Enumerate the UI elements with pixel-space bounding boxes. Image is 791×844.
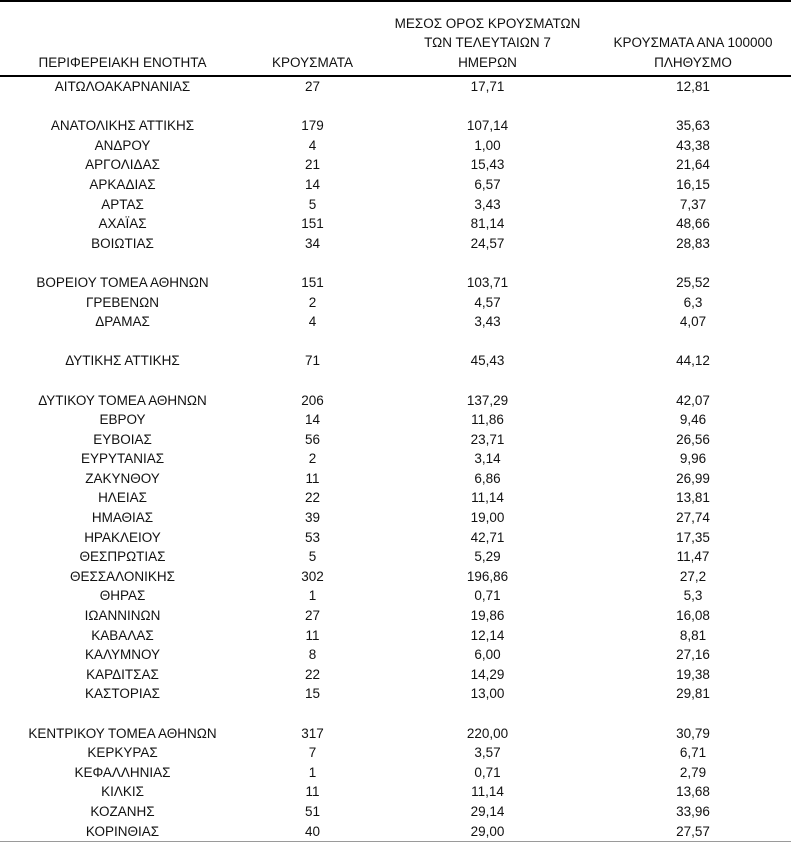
cell-cases: 11 xyxy=(305,627,320,643)
cell-cases: 39 xyxy=(304,510,321,526)
cell-cases: 34 xyxy=(304,235,321,251)
table-row xyxy=(0,234,791,254)
cell-per-100k: 2,79 xyxy=(679,764,707,780)
cell-cases: 151 xyxy=(301,274,324,290)
cell-region: ΗΜΑΘΙΑΣ xyxy=(91,510,154,526)
col-header-cases xyxy=(245,1,380,76)
table-row xyxy=(0,743,791,763)
table-row xyxy=(0,195,791,215)
cell-avg-7d: 3,43 xyxy=(474,314,501,330)
table-row xyxy=(0,312,791,332)
cell-avg-7d: 11,14 xyxy=(471,490,504,506)
table-row xyxy=(0,430,791,450)
spacer-row xyxy=(0,97,791,117)
cell-cases: 151 xyxy=(301,216,324,232)
cell-per-100k: 5,3 xyxy=(683,588,703,604)
cell-per-100k: 8,81 xyxy=(679,627,707,643)
table-row xyxy=(0,293,791,313)
table-row xyxy=(0,665,791,685)
cell-avg-7d: 24,57 xyxy=(470,235,505,251)
cell-avg-7d: 13,00 xyxy=(470,686,505,702)
cell-region: ΑΝΑΤΟΛΙΚΗΣ ΑΤΤΙΚΗΣ xyxy=(50,118,195,134)
cell-cases: 2 xyxy=(308,294,317,310)
cell-cases: 53 xyxy=(304,529,321,545)
table-row xyxy=(0,567,791,587)
cell-cases: 8 xyxy=(308,647,317,663)
cell-region: ΕΒΡΟΥ xyxy=(99,412,146,428)
cell-avg-7d: 11,14 xyxy=(471,784,504,800)
cell-cases: 4 xyxy=(308,137,317,153)
cell-region: ΚΟΡΙΝΘΙΑΣ xyxy=(85,823,160,839)
cell-avg-7d: 1,00 xyxy=(474,137,501,153)
table-row xyxy=(0,724,791,744)
table-row xyxy=(0,155,791,175)
cell-per-100k: 42,07 xyxy=(676,392,710,408)
cell-avg-7d: 45,43 xyxy=(470,353,505,369)
col-header-per100k xyxy=(595,1,791,76)
table-body xyxy=(0,76,791,842)
cell-cases: 2 xyxy=(308,451,317,467)
cell-region: ΕΥΡΥΤΑΝΙΑΣ xyxy=(80,451,165,467)
cell-avg-7d: 19,00 xyxy=(470,510,505,526)
cell-cases: 14 xyxy=(304,176,321,192)
cell-per-100k: 26,56 xyxy=(676,431,710,447)
cell-cases: 317 xyxy=(301,725,324,741)
cell-cases: 56 xyxy=(304,431,321,447)
cell-per-100k: 44,12 xyxy=(676,353,710,369)
cell-region: ΚΑΡΔΙΤΣΑΣ xyxy=(86,666,159,682)
cell-per-100k: 4,07 xyxy=(679,314,707,330)
table-row xyxy=(0,136,791,156)
cell-per-100k: 28,83 xyxy=(676,235,710,251)
cell-avg-7d: 5,29 xyxy=(474,549,501,565)
table-row xyxy=(0,626,791,646)
cell-cases: 27 xyxy=(304,79,321,94)
cell-cases: 5 xyxy=(308,196,317,212)
cell-region: ΔΡΑΜΑΣ xyxy=(95,314,150,330)
cell-region: ΗΛΕΙΑΣ xyxy=(98,490,147,506)
cell-region: ΙΩΑΝΝΙΝΩΝ xyxy=(84,608,161,624)
cell-per-100k: 16,08 xyxy=(676,608,710,624)
table-row xyxy=(0,76,791,97)
table-row xyxy=(0,116,791,136)
cell-avg-7d: 6,00 xyxy=(474,647,501,663)
cell-avg-7d: 0,71 xyxy=(474,588,501,604)
cell-region: ΚΟΖΑΝΗΣ xyxy=(90,803,155,819)
cell-per-100k: 25,52 xyxy=(676,274,710,290)
cell-region: ΘΕΣΣΑΛΟΝΙΚΗΣ xyxy=(69,568,176,584)
cell-avg-7d: 3,14 xyxy=(474,451,501,467)
cell-per-100k: 27,2 xyxy=(679,568,707,584)
spacer-row xyxy=(0,371,791,391)
header-row xyxy=(0,1,791,76)
cell-avg-7d: 12,14 xyxy=(470,627,505,643)
cell-per-100k: 13,81 xyxy=(676,490,710,506)
cell-cases: 51 xyxy=(304,803,321,819)
cell-per-100k: 9,46 xyxy=(679,412,707,428)
cell-avg-7d: 81,14 xyxy=(470,216,505,232)
cell-avg-7d: 107,14 xyxy=(466,118,509,134)
cell-cases: 40 xyxy=(304,823,321,839)
cell-region: ΚΑΛΥΜΝΟΥ xyxy=(84,647,161,663)
col-header-cases-label: ΚΡΟΥΣΜΑΤΑ xyxy=(272,54,353,70)
cell-region: ΚΕΡΚΥΡΑΣ xyxy=(87,745,158,761)
cell-cases: 206 xyxy=(301,392,324,408)
cell-cases: 179 xyxy=(301,118,324,134)
cell-region: ΗΡΑΚΛΕΙΟΥ xyxy=(84,529,161,545)
table-row xyxy=(0,528,791,548)
cell-region: ΚΕΝΤΡΙΚΟΥ ΤΟΜΕΑ ΑΘΗΝΩΝ xyxy=(28,725,217,741)
table-row xyxy=(0,214,791,234)
cell-region: ΚΙΛΚΙΣ xyxy=(101,784,144,800)
cell-cases: 22 xyxy=(304,666,321,682)
cell-cases: 21 xyxy=(304,157,321,173)
cell-per-100k: 7,37 xyxy=(679,196,707,212)
cell-cases: 1 xyxy=(308,588,317,604)
cell-region: ΑΡΤΑΣ xyxy=(101,196,144,212)
cell-avg-7d: 29,14 xyxy=(470,803,505,819)
cell-per-100k: 43,38 xyxy=(676,137,710,153)
table-row xyxy=(0,410,791,430)
table-row xyxy=(0,547,791,567)
cell-avg-7d: 42,71 xyxy=(470,529,505,545)
cell-avg-7d: 14,29 xyxy=(470,666,505,682)
cell-region: ΚΑΣΤΟΡΙΑΣ xyxy=(85,686,160,702)
spacer-cell xyxy=(0,97,791,117)
table-row xyxy=(0,469,791,489)
cell-avg-7d: 15,43 xyxy=(470,157,505,173)
table-row xyxy=(0,508,791,528)
cell-per-100k: 11,47 xyxy=(676,549,710,565)
cell-region: ΑΙΤΩΛΟΑΚΑΡΝΑΝΙΑΣ xyxy=(54,79,191,94)
cell-per-100k: 13,68 xyxy=(676,784,710,800)
table-row xyxy=(0,449,791,469)
spacer-cell xyxy=(0,704,791,724)
cell-per-100k: 21,64 xyxy=(676,157,710,173)
cell-region: ΑΡΓΟΛΙΔΑΣ xyxy=(85,157,160,173)
cell-per-100k: 26,99 xyxy=(676,470,710,486)
spacer-cell xyxy=(0,253,791,273)
cell-avg-7d: 103,71 xyxy=(466,274,509,290)
cell-avg-7d: 11,86 xyxy=(471,412,504,428)
spacer-row xyxy=(0,332,791,352)
cell-avg-7d: 220,00 xyxy=(466,725,509,741)
table-row xyxy=(0,684,791,704)
cell-region: ΘΗΡΑΣ xyxy=(99,588,146,604)
cell-avg-7d: 23,71 xyxy=(470,431,505,447)
table-row xyxy=(0,645,791,665)
cell-region: ΚΕΦΑΛΛΗΝΙΑΣ xyxy=(74,764,171,780)
cell-cases: 27 xyxy=(304,608,321,624)
cell-cases: 15 xyxy=(304,686,321,702)
cell-per-100k: 33,96 xyxy=(676,803,710,819)
cell-cases: 1 xyxy=(308,764,317,780)
table-row xyxy=(0,822,791,842)
table-row xyxy=(0,586,791,606)
spacer-row xyxy=(0,704,791,724)
table-row xyxy=(0,802,791,822)
cell-per-100k: 35,63 xyxy=(676,118,710,134)
cell-avg-7d: 29,00 xyxy=(470,823,505,839)
cell-region: ΒΟΡΕΙΟΥ ΤΟΜΕΑ ΑΘΗΝΩΝ xyxy=(36,274,209,290)
table-row xyxy=(0,175,791,195)
cell-cases: 14 xyxy=(304,412,321,428)
col-header-region xyxy=(0,1,245,76)
col-header-per100k-line2: ΠΛΗΘΥΣΜΟ xyxy=(654,54,732,70)
cell-cases: 302 xyxy=(301,568,324,584)
cell-per-100k: 27,74 xyxy=(676,510,710,526)
cell-region: ΚΑΒΑΛΑΣ xyxy=(91,627,154,643)
cell-per-100k: 12,81 xyxy=(676,79,710,94)
cell-cases: 22 xyxy=(304,490,321,506)
cell-region: ΓΡΕΒΕΝΩΝ xyxy=(85,294,160,310)
cell-avg-7d: 6,57 xyxy=(474,176,501,192)
cell-region: ΕΥΒΟΙΑΣ xyxy=(93,431,152,447)
col-header-avg7-line2: ΤΩΝ ΤΕΛΕΥΤΑΙΩΝ 7 xyxy=(424,35,551,50)
cell-avg-7d: 0,71 xyxy=(474,764,501,780)
cell-per-100k: 27,16 xyxy=(676,647,710,663)
cell-region: ΑΧΑΪΑΣ xyxy=(98,216,147,232)
table-row xyxy=(0,391,791,411)
cell-region: ΔΥΤΙΚΗΣ ΑΤΤΙΚΗΣ xyxy=(65,353,180,369)
cell-cases: 5 xyxy=(308,549,317,565)
cell-cases: 4 xyxy=(308,314,317,330)
cell-avg-7d: 19,86 xyxy=(470,608,505,624)
cell-avg-7d: 196,86 xyxy=(466,568,509,584)
cell-region: ΘΕΣΠΡΩΤΙΑΣ xyxy=(79,549,166,565)
cell-region: ΖΑΚΥΝΘΟΥ xyxy=(85,470,160,486)
cell-avg-7d: 137,29 xyxy=(466,392,509,408)
table-row xyxy=(0,763,791,783)
cell-region: ΑΡΚΑΔΙΑΣ xyxy=(89,176,156,192)
cell-cases: 71 xyxy=(304,353,321,369)
table-row xyxy=(0,606,791,626)
cell-per-100k: 30,79 xyxy=(676,725,710,741)
cell-per-100k: 16,15 xyxy=(676,176,710,192)
cell-per-100k: 9,96 xyxy=(679,451,707,467)
spacer-cell xyxy=(0,332,791,352)
cell-avg-7d: 3,57 xyxy=(474,745,501,761)
col-header-avg7-line1: ΜΕΣΟΣ ΟΡΟΣ ΚΡΟΥΣΜΑΤΩΝ xyxy=(394,15,581,31)
table-row xyxy=(0,273,791,293)
cell-per-100k: 27,57 xyxy=(676,823,710,839)
cell-per-100k: 29,81 xyxy=(676,686,710,702)
spacer-row xyxy=(0,253,791,273)
cell-avg-7d: 4,57 xyxy=(474,294,501,310)
spacer-cell xyxy=(0,371,791,391)
cell-per-100k: 17,35 xyxy=(676,529,710,545)
table-header xyxy=(0,1,791,76)
col-header-avg7-line3: ΗΜΕΡΩΝ xyxy=(458,54,517,70)
cell-per-100k: 19,38 xyxy=(676,666,710,682)
cell-region: ΒΟΙΩΤΙΑΣ xyxy=(91,235,154,251)
cell-cases: 11 xyxy=(305,470,320,486)
cell-avg-7d: 17,71 xyxy=(470,79,505,94)
cell-per-100k: 6,71 xyxy=(679,745,707,761)
col-header-per100k-line1: ΚΡΟΥΣΜΑΤΑ ΑΝΑ 100000 xyxy=(613,35,773,50)
cell-cases: 11 xyxy=(305,784,320,800)
col-header-region-label: ΠΕΡΙΦΕΡΕΙΑΚΗ ΕΝΟΤΗΤΑ xyxy=(38,54,207,70)
col-header-avg7 xyxy=(380,1,595,76)
table-row xyxy=(0,488,791,508)
table-row xyxy=(0,782,791,802)
cell-region: ΔΥΤΙΚΟΥ ΤΟΜΕΑ ΑΘΗΝΩΝ xyxy=(38,392,207,408)
cell-per-100k: 6,3 xyxy=(683,294,703,310)
cell-avg-7d: 3,43 xyxy=(474,196,501,212)
cell-cases: 7 xyxy=(308,745,317,761)
cell-avg-7d: 6,86 xyxy=(474,470,501,486)
cell-per-100k: 48,66 xyxy=(676,216,710,232)
cell-region: ΑΝΔΡΟΥ xyxy=(94,137,151,153)
table-row xyxy=(0,351,791,371)
